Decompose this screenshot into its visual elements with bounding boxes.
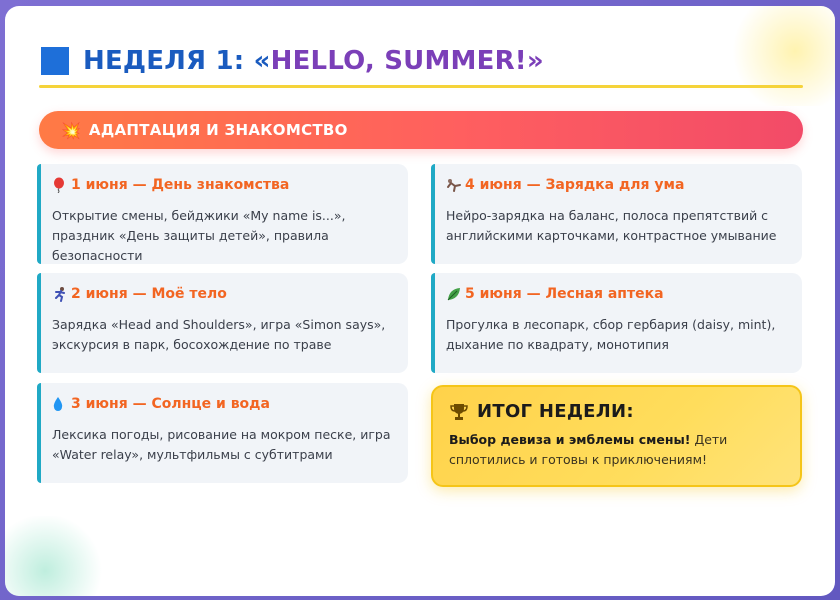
sparkle-icon: 💥 [61, 120, 81, 140]
summary-rest: Дети сплотились и готовы к приключениям! [449, 432, 728, 467]
day-card-5 [431, 273, 802, 373]
title-end: » [526, 46, 544, 76]
yoga-icon [446, 177, 462, 193]
day-title: 1 июня — День знакомства [71, 177, 290, 193]
day-description: Прогулка в лесопарк, сбор гербария (daisy, mint), дыхание по квадрату, монотипия [446, 317, 776, 352]
day-card-1 [37, 164, 408, 264]
day-description: Лексика погоды, рисование на мокром песке, игра «Water relay», мультфильмы с субтитрами [52, 427, 391, 462]
decorative-glow-yellow [725, 6, 835, 106]
content-card [5, 6, 835, 596]
balloon-icon [52, 177, 68, 193]
day-card-3 [37, 383, 408, 483]
decorative-glow-green [5, 516, 105, 596]
day-title: 2 июня — Моё тело [71, 286, 227, 302]
day-description: Зарядка «Head and Shoulders», игра «Simon says», экскурсия в парк, босохождение по траве [52, 317, 386, 352]
section-banner-label: АДАПТАЦИЯ И ЗНАКОМСТВО [88, 121, 348, 139]
summary-description [449, 430, 784, 470]
day-title: 4 июня — Зарядка для ума [465, 177, 685, 193]
week-summary-card [431, 385, 802, 487]
leaf-icon [446, 286, 462, 302]
summary-highlight: Выбор девиза и эмблемы смены! [449, 432, 691, 447]
day-title: 3 июня — Солнце и вода [71, 396, 270, 412]
trophy-icon [449, 402, 469, 422]
section-banner [39, 111, 803, 149]
title-underline [39, 85, 803, 88]
droplet-icon [52, 396, 68, 412]
day-title: 5 июня — Лесная аптека [465, 286, 664, 302]
page-header [41, 46, 544, 76]
page-title [83, 46, 544, 76]
day-description: Нейро-зарядка на баланс, полоса препятствий с английскими карточками, контрастное умывание [446, 208, 777, 243]
title-main: НЕДЕЛЯ 1: « [83, 46, 271, 76]
title-square-icon [41, 47, 69, 75]
summary-title: ИТОГ НЕДЕЛИ: [477, 401, 634, 422]
runner-icon [52, 286, 68, 302]
title-accent: HELLO, SUMMER! [270, 46, 527, 76]
day-card-2 [37, 273, 408, 373]
day-description: Открытие смены, бейджики «My name is...», праздник «День защиты детей», правила безопасности [52, 208, 346, 263]
day-card-4 [431, 164, 802, 264]
